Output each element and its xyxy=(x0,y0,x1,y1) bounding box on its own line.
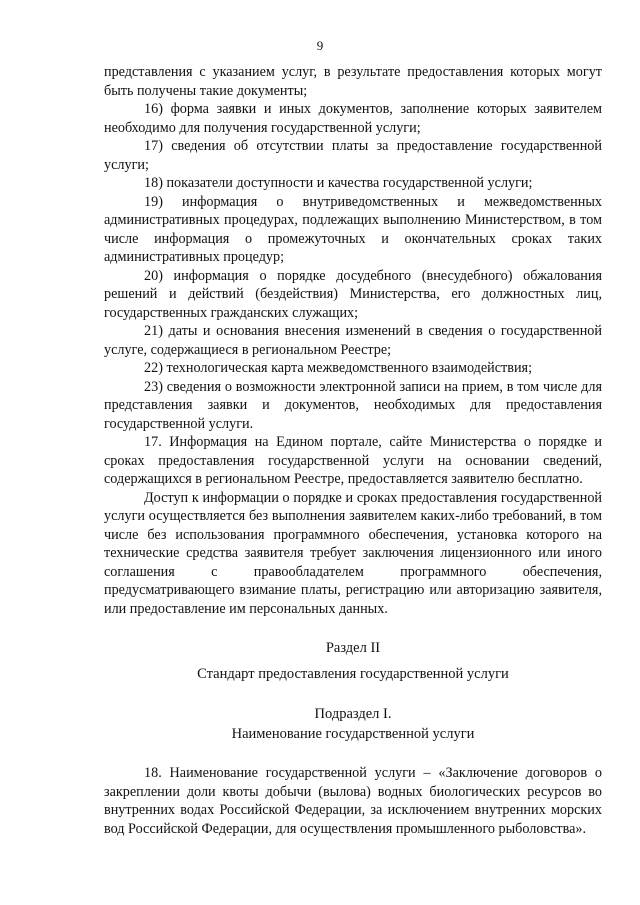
subsection-label: Подраздел I. xyxy=(314,706,392,722)
subsection-title: Наименование государственной услуги xyxy=(231,726,475,742)
list-item-20: 20) информация о порядке досудебного (внесудебного) обжалования решений и действий (бездействия) Министерства, его должностных лиц, государственных гражданских служащих; xyxy=(104,267,602,321)
list-item-17: 17) сведения об отсутствии платы за предоставление государственной услуги; xyxy=(104,138,602,173)
paragraph-continuation: представления с указанием услуг, в результате предоставления которых могут быть получены такие документы; xyxy=(104,64,602,99)
page-number: 9 xyxy=(316,38,324,53)
list-item-19: 19) информация о внутриведомственных и межведомственных административных процедурах, подлежащих выполнению Министерством, в том числе информация о промежуточных и окончательных сроках таких административных процедур; xyxy=(104,193,602,265)
clause-18: 18. Наименование государственной услуги – «Заключение договоров о закреплении доли квоты добычи (вылова) водных биологических ресурсов во внутренних водах Российской Федерации, за исключением внутренних морских вод Российской Федерации, для осуществления промышленного рыболовства». xyxy=(104,765,602,837)
access-paragraph: Доступ к информации о порядке и сроках предоставления государственной услуги осуществляется без выполнения заявителем каких-либо требований, в том числе без использования программного обеспечения, установка которого на технические средства заявителя требует заключения лицензионного или иного соглашения с правообладателем программного обеспечения, предусматривающего взимание платы, регистрацию или авторизацию заявителя, или предоставление им персональных данных. xyxy=(104,489,602,617)
document-body xyxy=(104,63,602,838)
list-item-23: 23) сведения о возможности электронной записи на прием, в том числе для представления заявки и документов, необходимых для предоставления государственной услуги. xyxy=(104,378,602,432)
clause-17: 17. Информация на Едином портале, сайте Министерства о порядке и сроках предоставления государственной услуги на основании сведений, содержащихся в региональном Реестре, предоставляется заявителю бесплатно. xyxy=(104,434,602,487)
section-title: Стандарт предоставления государственной услуги xyxy=(197,666,509,682)
list-item-21: 21) даты и основания внесения изменений в сведения о государственной услуге, содержащиеся в региональном Реестре; xyxy=(104,323,602,358)
section-label: Раздел II xyxy=(325,640,381,656)
list-item-18: 18) показатели доступности и качества государственной услуги; xyxy=(144,175,533,191)
list-item-22: 22) технологическая карта межведомственного взаимодействия; xyxy=(144,360,533,376)
list-item-16: 16) форма заявки и иных документов, заполнение которых заявителем необходимо для получения государственной услуги; xyxy=(104,101,602,136)
